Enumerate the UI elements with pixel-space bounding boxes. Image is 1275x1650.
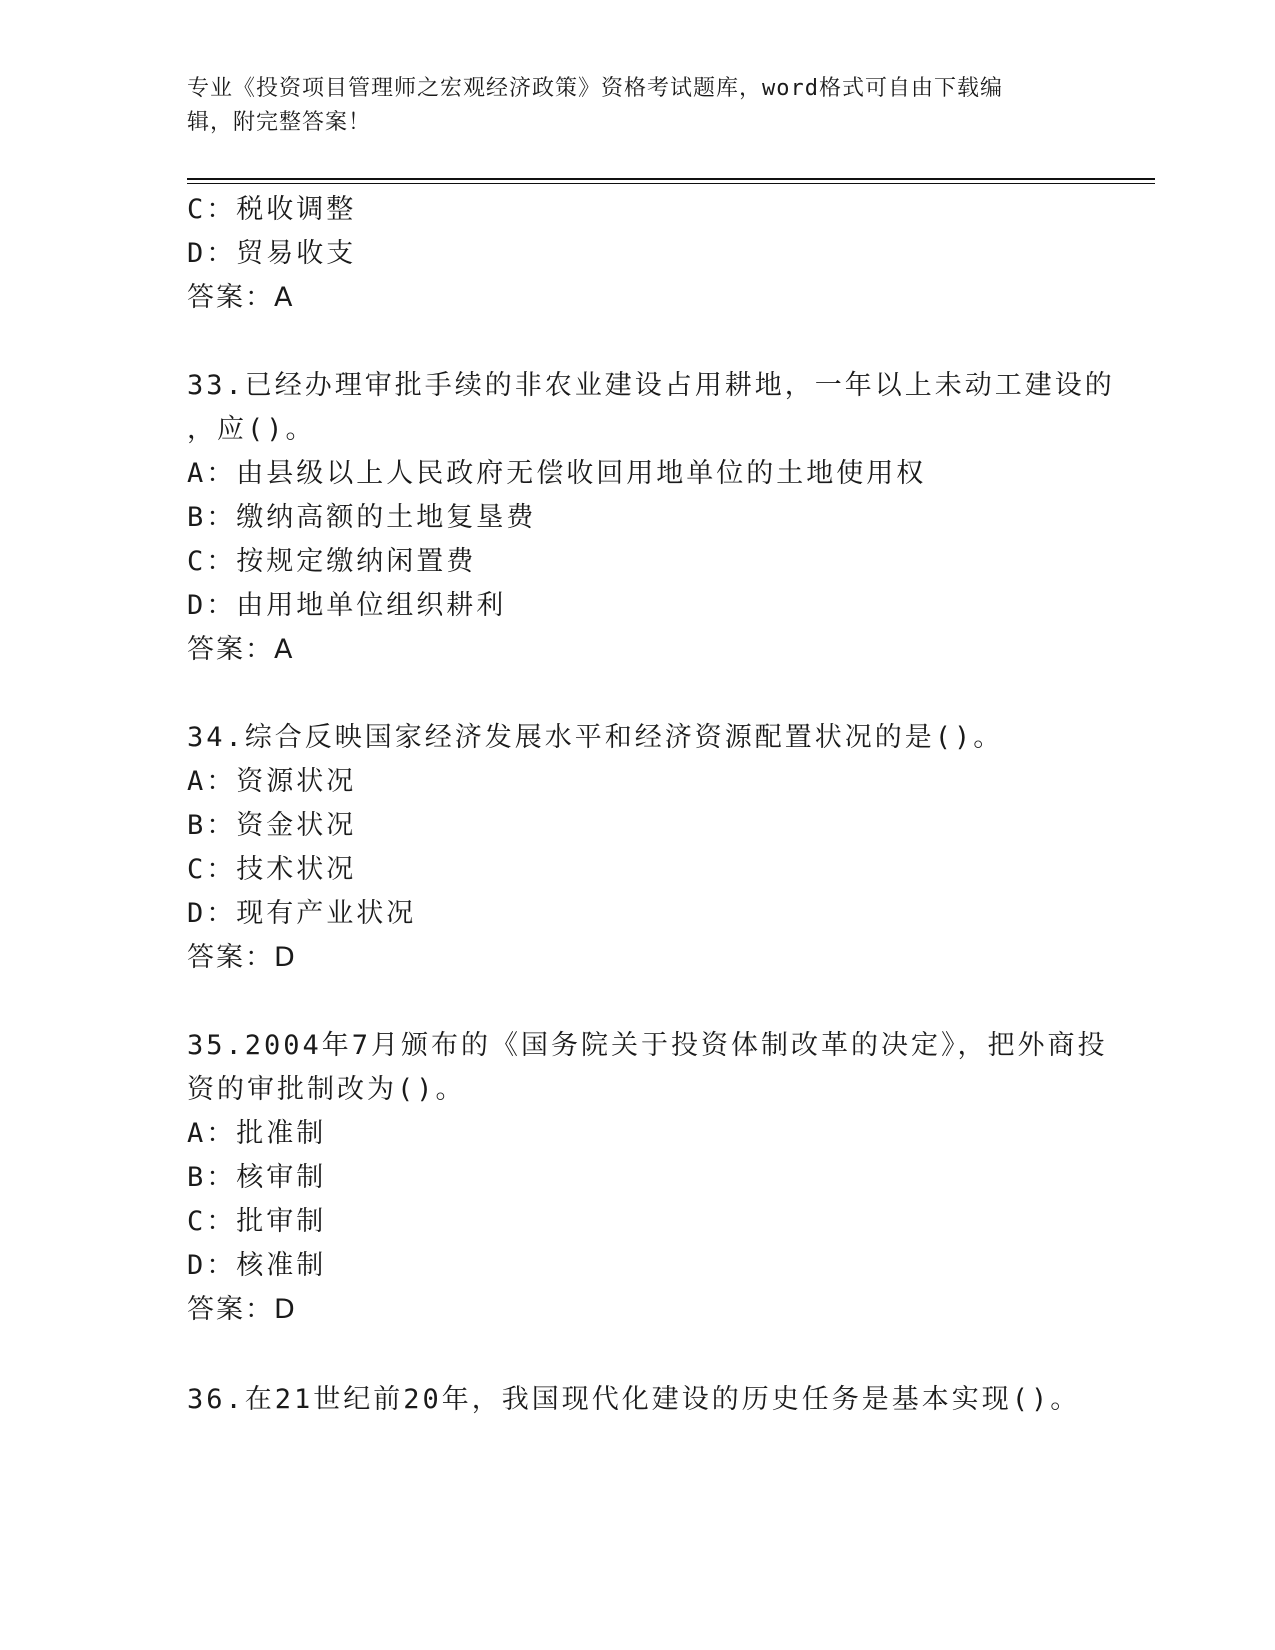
question-33-line-2: ，应()。 [187,414,316,445]
answer: 答案：D [187,942,297,973]
option-c: C：税收调整 [187,194,357,225]
header-divider-thick [187,178,1155,180]
option-b: B：核审制 [187,1162,327,1193]
option-a: A：批准制 [187,1118,327,1149]
option-d: D：现有产业状况 [187,898,417,929]
header-divider-thin [187,183,1155,184]
question-35-line-2: 资的审批制改为()。 [187,1074,466,1105]
option-c: C：批审制 [187,1206,327,1237]
option-a: A：资源状况 [187,766,357,797]
header-line-2: 辑，附完整答案！ [187,110,372,135]
option-a: A：由县级以上人民政府无偿收回用地单位的土地使用权 [187,458,927,489]
question-36: 36.在21世纪前20年，我国现代化建设的历史任务是基本实现()。 [187,1384,1081,1415]
answer: 答案：A [187,634,295,665]
option-b: B：缴纳高额的土地复垦费 [187,502,537,533]
question-35-line-1: 35.2004年7月颁布的《国务院关于投资体制改革的决定》，把外商投 [187,1030,1108,1061]
option-d: D：核准制 [187,1250,327,1281]
option-d: D：贸易收支 [187,238,357,269]
answer: 答案：D [187,1294,297,1325]
option-d: D：由用地单位组织耕利 [187,590,507,621]
page-header [187,72,1067,140]
option-c: C：技术状况 [187,854,357,885]
answer: 答案：A [187,282,295,313]
question-34: 34.综合反映国家经济发展水平和经济资源配置状况的是()。 [187,722,1004,753]
question-33-line-1: 33.已经办理审批手续的非农业建设占用耕地，一年以上未动工建设的 [187,370,1115,401]
option-c: C：按规定缴纳闲置费 [187,546,477,577]
option-b: B：资金状况 [187,810,357,841]
header-line-1: 专业《投资项目管理师之宏观经济政策》资格考试题库，word格式可自由下载编 [187,76,1003,101]
